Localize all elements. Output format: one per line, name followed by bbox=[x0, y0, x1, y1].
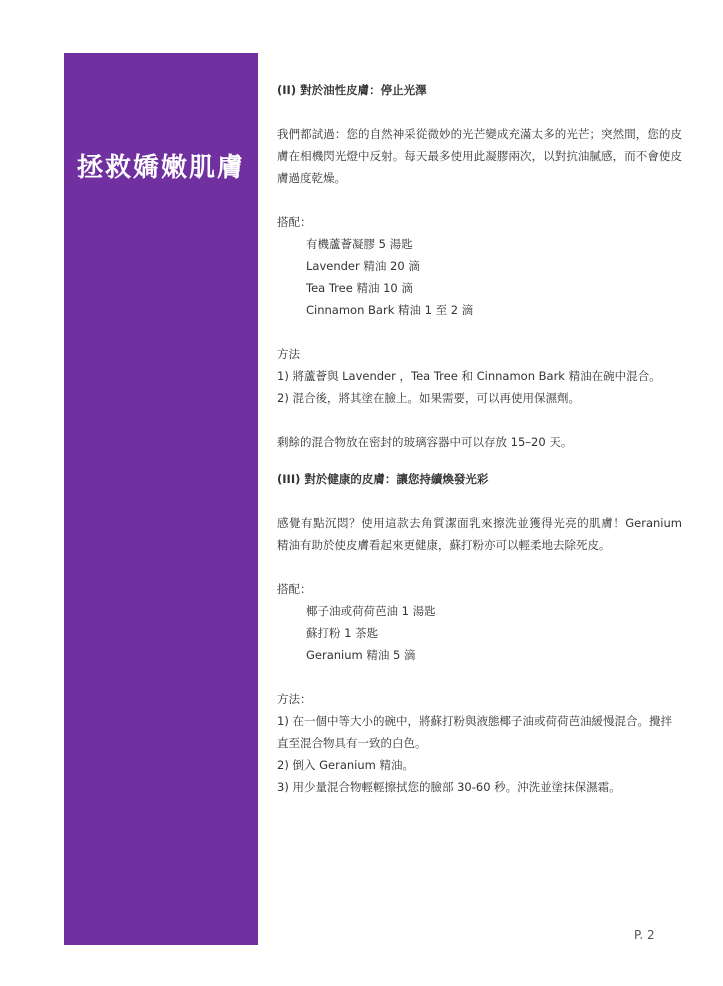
sidebar-banner bbox=[64, 53, 258, 945]
ingredient-item: Geranium 精油 5 滴 bbox=[306, 648, 416, 662]
section-oily-heading: (II) 對於油性皮膚：停止光澤 bbox=[277, 83, 427, 97]
ingredient-item: Cinnamon Bark 精油 1 至 2 滴 bbox=[306, 303, 474, 317]
section-healthy-steps bbox=[277, 710, 682, 798]
section-healthy-intro: 感覺有點沉悶？使用這款去角質潔面乳來擦洗並獲得光亮的肌膚！Geranium 精油有助於使皮膚看起來更健康，蘇打粉亦可以輕柔地去除死皮。 bbox=[277, 516, 682, 552]
section-healthy-heading: (III) 對於健康的皮膚：讓您持續煥發光彩 bbox=[277, 472, 489, 486]
ingredient-item: Lavender 精油 20 滴 bbox=[306, 259, 420, 273]
section-oily-ingredients bbox=[277, 233, 682, 321]
section-healthy-ingredients-label: 搭配： bbox=[277, 582, 312, 596]
ingredient-item: Tea Tree 精油 10 滴 bbox=[306, 281, 413, 295]
page-title: 拯救嬌嫩肌膚 bbox=[76, 153, 245, 183]
method-step: 2) 混合後，將其塗在臉上。如果需要，可以再使用保濕劑。 bbox=[277, 391, 580, 405]
method-step: 1) 在一個中等大小的碗中，將蘇打粉與液態椰子油或荷荷芭油緩慢混合。攪拌直至混合物具有一致的白色。 bbox=[277, 714, 672, 750]
method-step: 3) 用少量混合物輕輕擦拭您的臉部 30-60 秒。沖洗並塗抹保濕霜。 bbox=[277, 780, 621, 794]
ingredient-item: 椰子油或荷荷芭油 1 湯匙 bbox=[306, 604, 436, 618]
page-number: P. 2 bbox=[634, 928, 655, 942]
section-oily-method-label: 方法 bbox=[277, 347, 300, 361]
method-step: 2) 倒入 Geranium 精油。 bbox=[277, 758, 415, 772]
section-healthy-method-label: 方法： bbox=[277, 692, 312, 706]
method-step: 1) 將蘆薈與 Lavender ，Tea Tree 和 Cinnamon Bark 精油在碗中混合。 bbox=[277, 369, 661, 383]
section-oily-intro: 我們都試過：您的自然神采從微妙的光芒變成充滿太多的光芒；突然間，您的皮膚在相機閃光燈中反射。每天最多使用此凝膠兩次，以對抗油膩感，而不會使皮膚過度乾燥。 bbox=[277, 127, 682, 185]
ingredient-item: 有機蘆薈凝膠 5 湯匙 bbox=[306, 237, 413, 251]
section-oily-storage: 剩餘的混合物放在密封的玻璃容器中可以存放 15–20 天。 bbox=[277, 435, 573, 449]
section-oily-ingredients-label: 搭配： bbox=[277, 215, 312, 229]
section-oily-steps bbox=[277, 365, 682, 409]
main-content bbox=[277, 79, 682, 798]
section-healthy-ingredients bbox=[277, 600, 682, 666]
ingredient-item: 蘇打粉 1 茶匙 bbox=[306, 626, 379, 640]
